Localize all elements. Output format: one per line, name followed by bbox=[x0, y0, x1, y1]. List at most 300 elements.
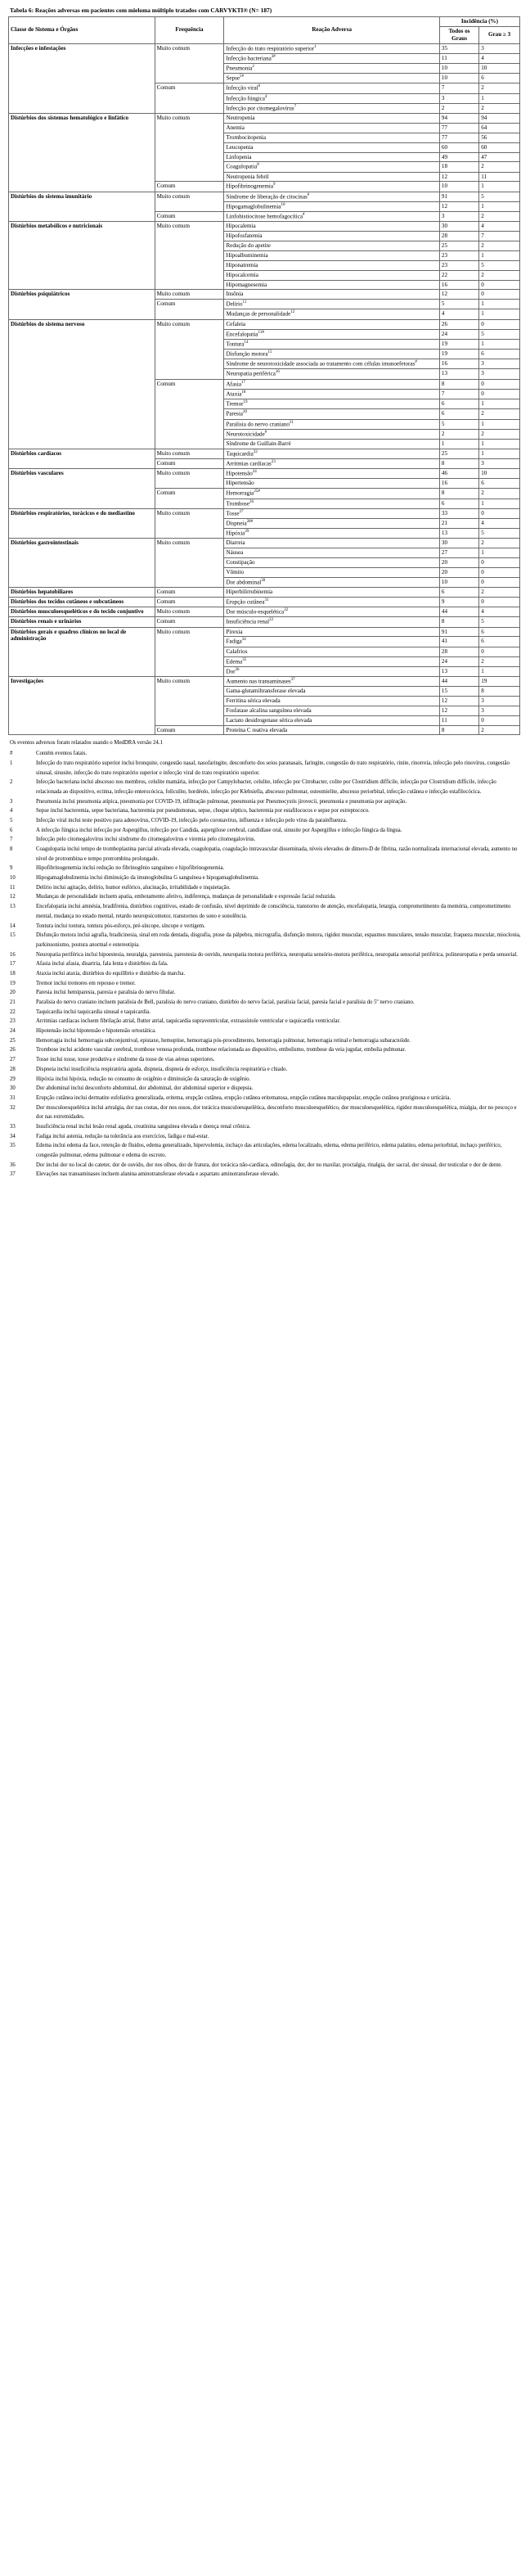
footnote-marker: 36 bbox=[235, 667, 240, 672]
reaction-cell bbox=[224, 379, 439, 389]
footnote-marker: 8 bbox=[257, 163, 259, 168]
footnote-text: Hipogamaglobulinemia inclui diminuição da imunoglobulina G sanguínea e hipogamaglobulinemia. bbox=[36, 875, 259, 882]
reaction-name: Anemia bbox=[226, 124, 245, 131]
reaction-cell bbox=[224, 647, 439, 656]
footnote-mark: 5 bbox=[10, 817, 13, 823]
reaction-cell bbox=[224, 280, 439, 290]
frequency-cell: Comum bbox=[155, 617, 224, 627]
footnote-mark: 1 bbox=[10, 760, 13, 766]
footnote-marker: 21 bbox=[289, 420, 294, 425]
reaction-name: Trombocitopenia bbox=[226, 133, 267, 141]
reaction-name: Tosse bbox=[226, 510, 240, 517]
reaction-cell bbox=[224, 232, 439, 241]
all-grades-value: 10 bbox=[439, 182, 478, 192]
reaction-cell bbox=[224, 114, 439, 124]
all-grades-value: 77 bbox=[439, 133, 478, 142]
footnote-marker: 20 bbox=[242, 410, 247, 415]
footnote-item bbox=[8, 797, 522, 807]
all-grades-value: 44 bbox=[439, 676, 478, 686]
footnote-text: Erupção cutânea inclui dermatite esfoliativa generalizada, eritema, erupção cutânea, erupção cutânea eritematosa, erupção cutânea maculopapular, erupção cutânea pruriginosa e urticária. bbox=[36, 1094, 451, 1101]
footnote-mark: 33 bbox=[10, 1123, 16, 1130]
system-organ-class: Distúrbios psiquiátricos bbox=[9, 290, 155, 319]
all-grades-value: 21 bbox=[439, 518, 478, 528]
footnote-marker: # bbox=[415, 360, 417, 365]
all-grades-value: 12 bbox=[439, 290, 478, 300]
footnote-text: Afasia inclui afasia, disartria, fala lenta e distúrbios da fala. bbox=[36, 961, 168, 968]
table-row bbox=[9, 597, 520, 607]
footnote-marker: 10 bbox=[281, 202, 285, 207]
reaction-cell bbox=[224, 182, 439, 192]
reaction-cell bbox=[224, 359, 439, 369]
frequency-cell: Comum bbox=[155, 597, 224, 607]
all-grades-value: 4 bbox=[439, 309, 478, 319]
all-grades-value: 19 bbox=[439, 349, 478, 359]
reaction-name: Hipofibrinogenemia bbox=[226, 183, 273, 190]
reaction-cell bbox=[224, 43, 439, 53]
footnote-marker: 34 bbox=[241, 638, 246, 643]
system-organ-class: Distúrbios respiratórios, torácicos e do mediastino bbox=[9, 508, 155, 539]
reaction-cell bbox=[224, 329, 439, 339]
footnote-marker: 4 bbox=[264, 94, 267, 99]
footnote-item bbox=[8, 1026, 522, 1036]
reaction-cell bbox=[224, 319, 439, 329]
frequency-cell: Muito comum bbox=[155, 676, 224, 725]
reaction-name: Paresia bbox=[226, 410, 243, 417]
grade3-value: 1 bbox=[479, 201, 520, 211]
grade3-value: 0 bbox=[479, 379, 520, 389]
grade3-value: 10 bbox=[479, 64, 520, 74]
reaction-name: Leucopenia bbox=[226, 143, 254, 151]
footnote-text: Pneumonia inclui pneumonia atípica, pneumonia por COVID-19, infiltração pulmonar, pneumonia por Pneumocystis jirovecii, pneumonia e pneumonia por aspiração. bbox=[36, 798, 407, 805]
grade3-value: 3 bbox=[479, 369, 520, 379]
reaction-name: Calafrios bbox=[226, 647, 248, 655]
footnote-item bbox=[8, 1132, 522, 1142]
table-body bbox=[9, 43, 520, 735]
frequency-cell: Muito comum bbox=[155, 43, 224, 83]
footnote-mark: 37 bbox=[10, 1171, 16, 1178]
header-soc: Classe de Sistema e Órgãos bbox=[9, 17, 155, 44]
reaction-name: Hipocalcemia bbox=[226, 271, 258, 278]
footnote-text: Dor musculoesquelética inclui artralgia, dor nas costas, dor nos ossos, dor torácica musculoesquelética, desconforto musculoesquelético, dor musculoesquelética, rigidez musculoesquelética, mialgia, dor no pescoço e dor nas extremidades. bbox=[36, 1104, 517, 1121]
footnote-item bbox=[8, 1017, 522, 1026]
footnote-item bbox=[8, 950, 522, 960]
system-organ-class: Distúrbios do sistema nervoso bbox=[9, 319, 155, 449]
reaction-name: Síndrome de Guillain-Barré bbox=[226, 440, 291, 447]
footnote-text: A infecção fúngica inclui infecção por Aspergillus, infecção por Candida, aspergilose cerebral, candidíase oral, sinusite por Aspergillus e infecção fúngica da língua. bbox=[36, 827, 402, 833]
reaction-cell bbox=[224, 389, 439, 399]
grade3-value: 1 bbox=[479, 399, 520, 409]
grade3-value: 2 bbox=[479, 83, 520, 93]
grade3-value: 1 bbox=[479, 309, 520, 319]
grade3-value: 0 bbox=[479, 577, 520, 587]
table-row bbox=[9, 43, 520, 53]
reaction-name: Tontura bbox=[226, 341, 245, 348]
footnote-marker: 28# bbox=[246, 519, 254, 524]
reaction-name: Edema bbox=[226, 657, 243, 665]
grade3-value: 1 bbox=[479, 439, 520, 449]
all-grades-value: 10 bbox=[439, 64, 478, 74]
grade3-value: 11 bbox=[479, 172, 520, 182]
reaction-name: Gama-glutamiltransferase elevada bbox=[226, 688, 306, 695]
reaction-cell bbox=[224, 339, 439, 349]
footnote-mark: # bbox=[10, 751, 13, 757]
system-organ-class: Investigações bbox=[9, 676, 155, 735]
footnote-item bbox=[8, 922, 522, 932]
reaction-name: Hipóxia bbox=[226, 530, 245, 537]
reaction-cell bbox=[224, 399, 439, 409]
all-grades-value: 20 bbox=[439, 567, 478, 577]
frequency-cell: Muito comum bbox=[155, 449, 224, 458]
footnote-marker: 2 bbox=[252, 65, 254, 70]
reaction-name: Infecção bacteriana bbox=[226, 55, 272, 62]
grade3-value: 3 bbox=[479, 43, 520, 53]
footnote-marker: 19 bbox=[243, 400, 248, 405]
reaction-cell bbox=[224, 250, 439, 260]
grade3-value: 0 bbox=[479, 508, 520, 518]
reaction-cell bbox=[224, 409, 439, 419]
reaction-name: Erupção cutânea bbox=[226, 598, 265, 606]
grade3-value: 19 bbox=[479, 676, 520, 686]
reaction-cell bbox=[224, 309, 439, 319]
footnote-mark: 17 bbox=[10, 961, 16, 968]
all-grades-value: 12 bbox=[439, 697, 478, 706]
reaction-cell bbox=[224, 429, 439, 439]
frequency-cell: Comum bbox=[155, 300, 224, 319]
footnote-item bbox=[8, 816, 522, 826]
reaction-cell bbox=[224, 617, 439, 627]
reaction-cell bbox=[224, 152, 439, 162]
reaction-name: Afasia bbox=[226, 380, 241, 387]
reaction-name: Síndrome de neurotoxicidade associada ao tratamento com células imunoefetoras bbox=[226, 360, 415, 368]
footnote-mark: 29 bbox=[10, 1076, 16, 1082]
reaction-name: Constipação bbox=[226, 559, 255, 566]
reaction-name: Neutropenia bbox=[226, 115, 255, 122]
reaction-name: Delírio bbox=[226, 300, 243, 308]
footnote-text: Elevações nas transaminases incluem alanina aminotransferase elevada e aspartato aminotransferase elevado. bbox=[36, 1171, 280, 1178]
footnote-text: Encefalopatia inclui amnésia, bradifrenia, distúrbios cognitivos, estado de confusão, nível deprimido de consciência, transtorno de atenção, encefalopatia, letargia, comprometimento da memória, comprometimento mental, mudança no estado mental, retardo neuropsicomotor, transtornos do sono e sonolência. bbox=[36, 904, 511, 919]
system-organ-class: Distúrbios renais e urinários bbox=[9, 617, 155, 627]
footnote-mark: 10 bbox=[10, 875, 16, 882]
reaction-name: Arritmias cardíacas bbox=[226, 460, 272, 467]
all-grades-value: 6 bbox=[439, 499, 478, 508]
all-grades-value: 11 bbox=[439, 715, 478, 725]
footnote-mark: 21 bbox=[10, 999, 16, 1006]
footnote-text: Arritmias cardíacas incluem fibrilação atrial, flutter atrial, taquicardia supraventricular, extrassístole ventricular e taquicardia ventricular. bbox=[36, 1018, 341, 1025]
footnote-text: Hipofibrinogenemia inclui redução no fibrinogênio sanguíneo e hipofibrinogenemia. bbox=[36, 865, 225, 872]
grade3-value: 3 bbox=[479, 359, 520, 369]
table-row bbox=[9, 617, 520, 627]
footnote-text: Disfunção motora inclui agrafia, bradicinesia, sinal em roda dentada, disgrafia, ptose da pálpebra, micrografia, disfunção motora, rigidez muscular, espasmos musculares, tensão muscular, fraqueza muscular, mioclonia, parkinsonismo, postura anormal e estereotipia. bbox=[36, 932, 521, 948]
reaction-cell bbox=[224, 449, 439, 458]
reaction-name: Dor bbox=[226, 668, 236, 675]
footnote-marker: 12 bbox=[290, 310, 295, 315]
system-organ-class: Infecções e infestações bbox=[9, 43, 155, 114]
grade3-value: 1 bbox=[479, 339, 520, 349]
frequency-cell: Muito comum bbox=[155, 607, 224, 617]
footnote-mark: 12 bbox=[10, 894, 16, 900]
all-grades-value: 20 bbox=[439, 558, 478, 568]
reaction-cell bbox=[224, 637, 439, 647]
all-grades-value: 16 bbox=[439, 280, 478, 290]
all-grades-value: 9 bbox=[439, 597, 478, 607]
reaction-name: Hipotensão bbox=[226, 470, 253, 477]
footnote-text: Contém eventos fatais. bbox=[36, 751, 88, 757]
grade3-value: 1 bbox=[479, 182, 520, 192]
all-grades-value: 60 bbox=[439, 142, 478, 152]
system-organ-class: Distúrbios hepatobiliares bbox=[9, 588, 155, 598]
reaction-name: Infecção fúngica bbox=[226, 95, 265, 102]
footnote-text: Delírio inclui agitação, delírio, humor eufórico, alucinação, irritabilidade e inquietação. bbox=[36, 884, 231, 891]
footnote-mark: 9 bbox=[10, 865, 13, 872]
grade3-value: 2 bbox=[479, 725, 520, 735]
footnote-text: Hipotensão inclui hipotensão e hipotensão ortostática. bbox=[36, 1028, 156, 1035]
reaction-cell bbox=[224, 577, 439, 587]
table-row bbox=[9, 449, 520, 458]
all-grades-value: 13 bbox=[439, 529, 478, 539]
footnote-item bbox=[8, 892, 522, 902]
grade3-value: 2 bbox=[479, 103, 520, 113]
footnote-item bbox=[8, 778, 522, 796]
reaction-cell bbox=[224, 656, 439, 666]
frequency-cell: Muito comum bbox=[155, 539, 224, 588]
all-grades-value: 23 bbox=[439, 260, 478, 270]
reaction-cell bbox=[224, 103, 439, 113]
all-grades-value: 3 bbox=[439, 93, 478, 103]
reaction-name: Náusea bbox=[226, 549, 244, 557]
footnote-marker: # bbox=[303, 213, 305, 218]
footnote-item bbox=[8, 1141, 522, 1160]
all-grades-value: 11 bbox=[439, 53, 478, 63]
grade3-value: 64 bbox=[479, 123, 520, 133]
page bbox=[0, 0, 530, 1188]
all-grades-value: 8 bbox=[439, 489, 478, 499]
all-grades-value: 10 bbox=[439, 577, 478, 587]
all-grades-value: 12 bbox=[439, 201, 478, 211]
grade3-value: 5 bbox=[479, 529, 520, 539]
all-grades-value: 7 bbox=[439, 83, 478, 93]
footnote-text: Hipóxia inclui hipóxia, redução no consumo de oxigênio e diminuição da saturação de oxigênio. bbox=[36, 1076, 251, 1082]
footnote-mark: 31 bbox=[10, 1094, 16, 1101]
footnote-item bbox=[8, 1103, 522, 1122]
all-grades-value: 41 bbox=[439, 637, 478, 647]
reaction-cell bbox=[224, 133, 439, 142]
footnote-mark: 7 bbox=[10, 837, 13, 843]
footnote-item bbox=[8, 759, 522, 778]
all-grades-value: 6 bbox=[439, 409, 478, 419]
grade3-value: 56 bbox=[479, 133, 520, 142]
footnote-marker: 27 bbox=[239, 509, 244, 514]
all-grades-value: 3 bbox=[439, 212, 478, 222]
footnote-text: Insuficiência renal inclui lesão renal aguda, creatinina sanguínea elevada e doença renal crônica. bbox=[36, 1123, 251, 1130]
footnote-mark: 18 bbox=[10, 970, 16, 977]
grade3-value: 6 bbox=[479, 349, 520, 359]
grade3-value: 2 bbox=[479, 429, 520, 439]
reaction-cell bbox=[224, 687, 439, 697]
reaction-cell bbox=[224, 499, 439, 508]
all-grades-value: 26 bbox=[439, 319, 478, 329]
footnote-text: Edema inclui edema da face, retenção de fluidos, edema generalizado, hipervolemia, inchaço das articulações, edema localizado, edema, edema periférico, edema palatino, edema periorbital, inchaço periférico, congestão pulmonar, edema pulmonar e edema do escroto. bbox=[36, 1143, 502, 1159]
grade3-value: 8 bbox=[479, 687, 520, 697]
footnote-item bbox=[8, 902, 522, 921]
system-organ-class: Distúrbios do sistema imunitário bbox=[9, 192, 155, 222]
grade3-value: 60 bbox=[479, 142, 520, 152]
reaction-cell bbox=[224, 479, 439, 489]
footnote-item bbox=[8, 845, 522, 864]
footnote-item bbox=[8, 1075, 522, 1085]
reaction-cell bbox=[224, 290, 439, 300]
grade3-value: 1 bbox=[479, 250, 520, 260]
footnote-mark: 14 bbox=[10, 923, 16, 929]
reaction-cell bbox=[224, 222, 439, 232]
footnote-marker: 30 bbox=[261, 578, 266, 583]
footnote-mark: 32 bbox=[10, 1104, 16, 1111]
footnote-text: Fadiga inclui astenia, redução na tolerância aos exercícios, fadiga e mal-estar. bbox=[36, 1133, 209, 1139]
footnote-item bbox=[8, 998, 522, 1008]
table-row bbox=[9, 222, 520, 232]
all-grades-value: 77 bbox=[439, 123, 478, 133]
grade3-value: 2 bbox=[479, 162, 520, 172]
reaction-name: Dor abdominal bbox=[226, 579, 262, 586]
table-row bbox=[9, 192, 520, 201]
reaction-cell bbox=[224, 201, 439, 211]
reaction-cell bbox=[224, 142, 439, 152]
footnote-marker: 31 bbox=[264, 598, 269, 602]
reaction-cell bbox=[224, 697, 439, 706]
all-grades-value: 25 bbox=[439, 449, 478, 458]
grade3-value: 10 bbox=[479, 469, 520, 479]
reaction-cell bbox=[224, 419, 439, 429]
footnote-text: Tremor inclui tremores em repouso e tremor. bbox=[36, 980, 136, 986]
reaction-name: Paralisia do nervo craniano bbox=[226, 420, 290, 427]
reaction-cell bbox=[224, 123, 439, 133]
reaction-cell bbox=[224, 260, 439, 270]
footnote-mark: 15 bbox=[10, 932, 16, 939]
grade3-value: 6 bbox=[479, 479, 520, 489]
grade3-value: 2 bbox=[479, 270, 520, 280]
footnote-text: Tontura inclui tontura, tontura pós-esforço, pré-síncope, síncope e vertigem. bbox=[36, 923, 205, 929]
reaction-name: Hipofosfatemia bbox=[226, 232, 263, 240]
all-grades-value: 24 bbox=[439, 329, 478, 339]
footnote-item bbox=[8, 1055, 522, 1065]
frequency-cell: Comum bbox=[155, 588, 224, 598]
grade3-value: 4 bbox=[479, 518, 520, 528]
reaction-name: Neutropenia febril bbox=[226, 173, 269, 180]
grade3-value: 6 bbox=[479, 74, 520, 83]
footnote-item bbox=[8, 1084, 522, 1094]
table-row bbox=[9, 319, 520, 329]
footnote-marker: 33 bbox=[269, 618, 274, 623]
footnote-item bbox=[8, 1094, 522, 1103]
all-grades-value: 16 bbox=[439, 479, 478, 489]
reaction-cell bbox=[224, 369, 439, 379]
all-grades-value: 2 bbox=[439, 103, 478, 113]
reaction-name: Infecção por citomegalovírus bbox=[226, 105, 294, 112]
reaction-cell bbox=[224, 666, 439, 676]
grade3-value: 0 bbox=[479, 319, 520, 329]
reaction-name: Cefaleia bbox=[226, 320, 246, 327]
footnote-item bbox=[8, 969, 522, 979]
all-grades-value: 8 bbox=[439, 725, 478, 735]
table-header bbox=[9, 17, 520, 44]
table-row bbox=[9, 627, 520, 637]
footnote-marker: 18 bbox=[241, 390, 246, 395]
footnote-item bbox=[8, 1036, 522, 1046]
reaction-name: Encefalopatia bbox=[226, 330, 258, 337]
grade3-value: 4 bbox=[479, 53, 520, 63]
reaction-name: Fadiga bbox=[226, 638, 242, 645]
all-grades-value: 12 bbox=[439, 706, 478, 715]
all-grades-value: 5 bbox=[439, 419, 478, 429]
grade3-value: 7 bbox=[479, 232, 520, 241]
footnotes bbox=[8, 738, 522, 1180]
reaction-name: Neurotoxicidade bbox=[226, 431, 265, 438]
footnote-item bbox=[8, 1161, 522, 1171]
header-grade3: Grau ≥ 3 bbox=[479, 26, 520, 43]
footnote-text: Coagulopatia inclui tempo de tromboplastina parcial ativada elevada, coagulopatia, coagulação intravascular disseminada, níveis elevados de dímero-D de fibrina, razão normalizada internacional elevada, aumento no nível de protrombina e tempo protrombina prolongado. bbox=[36, 846, 518, 862]
frequency-cell: Muito comum bbox=[155, 319, 224, 379]
footnote-marker: 23 bbox=[271, 460, 276, 465]
reaction-cell bbox=[224, 489, 439, 499]
grade3-value: 4 bbox=[479, 222, 520, 232]
grade3-value: 5 bbox=[479, 192, 520, 201]
reaction-name: Dispneia bbox=[226, 520, 247, 527]
reaction-name: Dor músculo-esquelética bbox=[226, 608, 285, 616]
footnote-text: Hemorragia inclui hemorragia subconjuntival, epistaxe, hemoptise, hemorragia pós-procedimento, hemorragia pulmonar, hemorragia retinal e hemorragia subaracnóide. bbox=[36, 1037, 411, 1044]
table-row bbox=[9, 539, 520, 548]
all-grades-value: 25 bbox=[439, 241, 478, 251]
grade3-value: 1 bbox=[479, 449, 520, 458]
footnote-item bbox=[8, 826, 522, 836]
header-all-grades: Todos os Graus bbox=[439, 26, 478, 43]
footnote-mark: 8 bbox=[10, 846, 13, 853]
frequency-cell: Comum bbox=[155, 182, 224, 192]
grade3-value: 94 bbox=[479, 114, 520, 124]
table-row bbox=[9, 508, 520, 518]
frequency-cell: Muito comum bbox=[155, 192, 224, 211]
all-grades-value: 10 bbox=[439, 74, 478, 83]
footnote-marker: 26 bbox=[249, 499, 254, 504]
grade3-value: 3 bbox=[479, 459, 520, 469]
adverse-reactions-table bbox=[8, 16, 520, 735]
reaction-cell bbox=[224, 558, 439, 568]
reaction-cell bbox=[224, 627, 439, 637]
footnote-mark: 27 bbox=[10, 1057, 16, 1063]
grade3-value: 5 bbox=[479, 329, 520, 339]
reaction-name: Infecção do trato respiratório superior bbox=[226, 44, 314, 52]
footnote-marker: 13# bbox=[258, 330, 264, 335]
frequency-cell: Muito comum bbox=[155, 290, 224, 300]
all-grades-value: 30 bbox=[439, 539, 478, 548]
footnote-text: Taquicardia inclui taquicardia sinusal e taquicardia. bbox=[36, 1008, 150, 1015]
header-incidence: Incidência (%) bbox=[439, 17, 519, 27]
system-organ-class: Distúrbios cardíacos bbox=[9, 449, 155, 468]
all-grades-value: 28 bbox=[439, 232, 478, 241]
footnote-item bbox=[8, 1065, 522, 1075]
reaction-cell bbox=[224, 172, 439, 182]
footnote-mark: 26 bbox=[10, 1047, 16, 1053]
footnote-text: Infecção do trato respiratório superior inclui bronquite, congestão nasal, nasofaringite, desconforto dos seios paranasais, faringite, congestão do trato respiratório, rinite, rinorreia, infecção pelo rinovírus, congestão sinusal, sinusite, infecção do trato respiratório superior e infecção viral do trato respiratório superior. bbox=[36, 760, 510, 776]
frequency-cell: Muito comum bbox=[155, 627, 224, 676]
frequency-cell: Muito comum bbox=[155, 469, 224, 489]
footnote-text: Mudanças de personalidade incluem apatia, embotamento afetivo, indiferença, mudanças de personalidade e expressão facial reduzida. bbox=[36, 894, 336, 900]
footnote-item bbox=[8, 988, 522, 998]
grade3-value: 3 bbox=[479, 697, 520, 706]
reaction-cell bbox=[224, 706, 439, 715]
footnote-intro: Os eventos adversos foram relatados usando o MedDRA versão 24.1 bbox=[10, 740, 163, 747]
reaction-cell bbox=[224, 83, 439, 93]
all-grades-value: 19 bbox=[439, 339, 478, 349]
reaction-name: Hipomagnesemia bbox=[226, 281, 267, 288]
